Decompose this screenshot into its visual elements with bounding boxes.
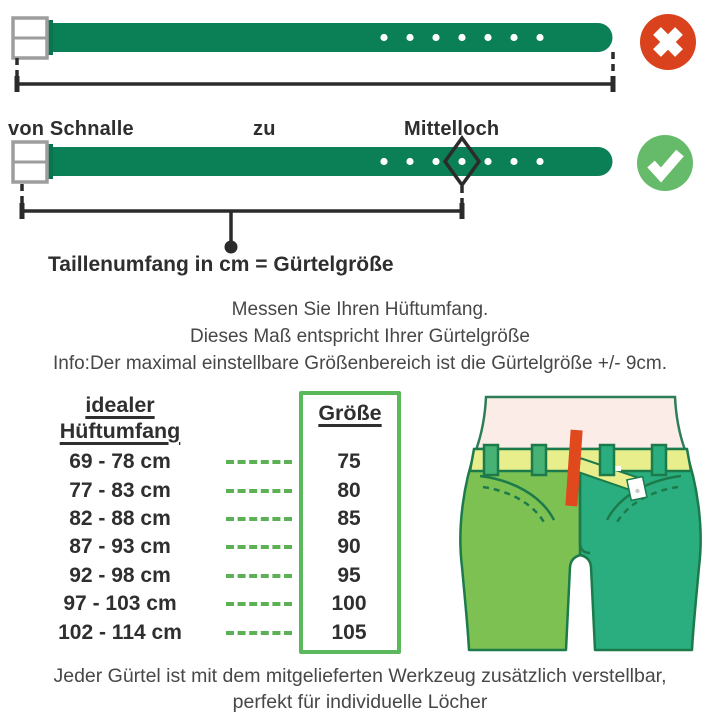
dashed-connector bbox=[226, 489, 292, 493]
instruction-line-3: Info:Der maximal einstellbare Größenbereich ist die Gürtelgröße +/- 9cm. bbox=[52, 353, 668, 374]
belt-size: 85 bbox=[337, 506, 361, 530]
belt-tag bbox=[627, 477, 647, 501]
dashed-connector bbox=[226, 517, 292, 521]
label-zu: zu bbox=[253, 118, 276, 140]
jeans-with-belt-illustration bbox=[452, 392, 710, 662]
table-row bbox=[20, 476, 420, 504]
hip-range: 97 - 103 cm bbox=[63, 592, 177, 616]
size-column-header: Größe bbox=[318, 401, 382, 425]
dashed-connector bbox=[226, 545, 292, 549]
dashed-connector bbox=[226, 602, 292, 606]
hip-header-line-1: idealer bbox=[85, 393, 155, 417]
hip-range: 92 - 98 cm bbox=[69, 563, 171, 587]
footer-note bbox=[0, 663, 720, 715]
footer-line-1: Jeder Gürtel ist mit dem mitgelieferten Werkzeug zusätzlich verstellbar, bbox=[53, 665, 667, 687]
label-mittelloch: Mittelloch bbox=[404, 118, 500, 140]
instruction-paragraph bbox=[0, 296, 720, 377]
belt-size: 105 bbox=[331, 620, 367, 644]
belt-size: 90 bbox=[337, 535, 361, 559]
instruction-line-1: Messen Sie Ihren Hüftumfang. bbox=[231, 299, 489, 320]
x-icon bbox=[639, 13, 697, 71]
table-row bbox=[20, 618, 420, 646]
belt-size: 80 bbox=[337, 478, 361, 502]
belt-strap bbox=[30, 147, 613, 176]
pointer-dot bbox=[225, 241, 238, 254]
table-row bbox=[20, 562, 420, 590]
belt-size: 95 bbox=[337, 563, 361, 587]
jeans-left-leg bbox=[460, 449, 581, 650]
belt-correct bbox=[13, 138, 613, 254]
hip-range: 102 - 114 cm bbox=[58, 620, 182, 644]
table-row bbox=[20, 590, 420, 618]
formula-heading: Taillenumfang in cm = Gürtelgröße bbox=[48, 253, 394, 276]
belt-wrong bbox=[13, 18, 614, 92]
size-table-rows bbox=[20, 448, 420, 647]
hip-range: 77 - 83 cm bbox=[69, 478, 171, 502]
dashed-connector bbox=[226, 460, 292, 464]
dashed-connector bbox=[226, 631, 292, 635]
check-icon bbox=[636, 134, 694, 192]
footer-line-2: perfekt für individuelle Löcher bbox=[232, 691, 488, 713]
belt-measure-diagram bbox=[0, 0, 720, 292]
hip-column-header bbox=[20, 392, 220, 444]
full-length-measure-line bbox=[16, 52, 614, 92]
table-row bbox=[20, 448, 420, 476]
instruction-line-2: Dieses Maß entspricht Ihrer Gürtelgröße bbox=[189, 326, 530, 347]
belt-strap bbox=[30, 23, 613, 52]
hip-range: 82 - 88 cm bbox=[69, 506, 171, 530]
belt-size: 100 bbox=[331, 592, 367, 616]
buckle-to-hole-measure-line bbox=[21, 184, 463, 243]
label-von-schnalle: von Schnalle bbox=[8, 118, 134, 140]
table-row bbox=[20, 505, 420, 533]
dashed-connector bbox=[226, 574, 292, 578]
hip-header-line-2: Hüftumfang bbox=[59, 419, 181, 443]
hip-range: 69 - 78 cm bbox=[69, 450, 171, 474]
hip-range: 87 - 93 cm bbox=[69, 535, 171, 559]
belt-size: 75 bbox=[337, 450, 361, 474]
table-row bbox=[20, 533, 420, 561]
